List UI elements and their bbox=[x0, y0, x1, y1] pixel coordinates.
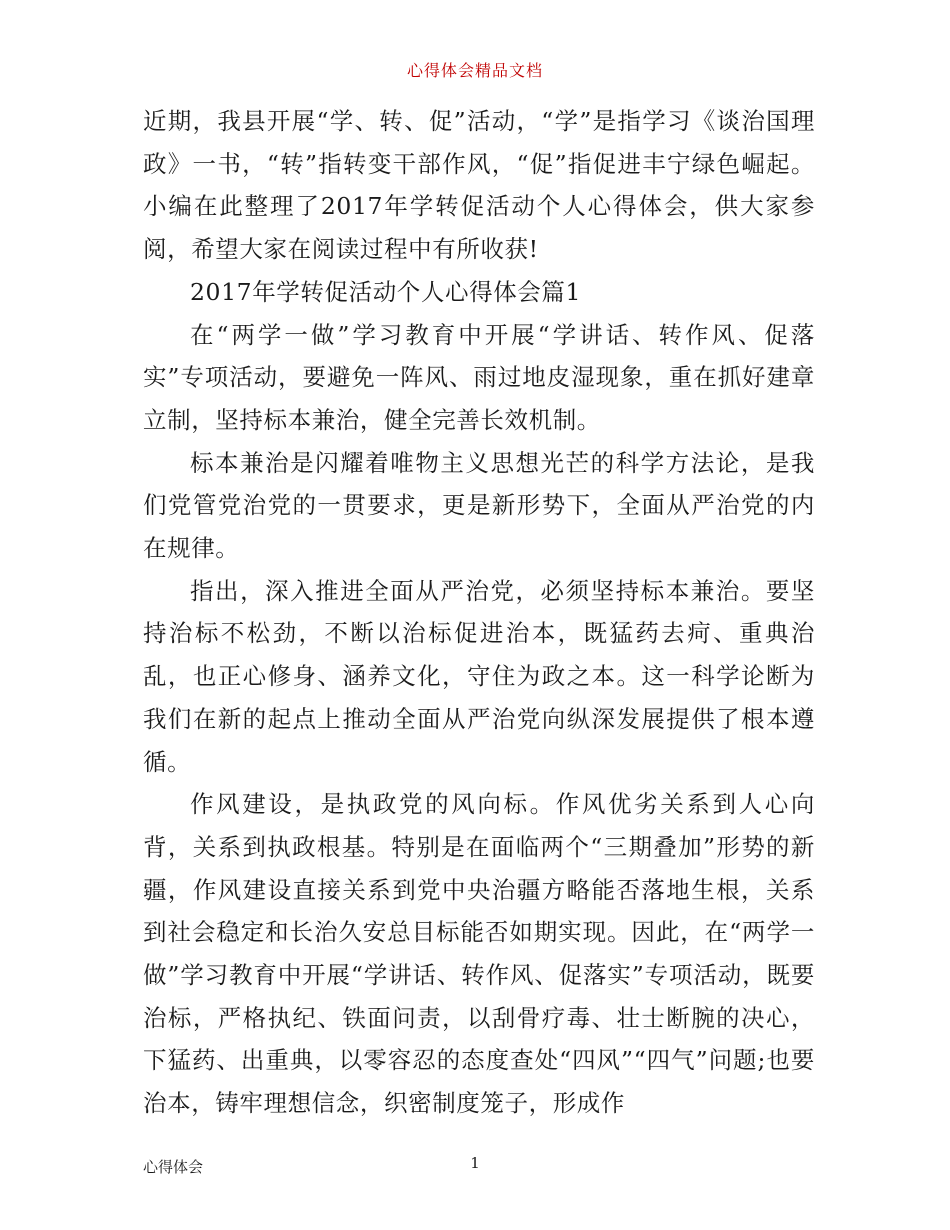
body-paragraph: 标本兼治是闪耀着唯物主义思想光芒的科学方法论，是我们党管党治党的一贯要求，更是新形势下，全面从严治党的内在规律。 bbox=[143, 448, 815, 563]
page-header-title: 心得体会精品文档 bbox=[406, 61, 543, 80]
document-body bbox=[143, 100, 815, 1125]
body-paragraph: 在“两学一做”学习教育中开展“学讲话、转作风、促落实”专项活动，要避免一阵风、雨过地皮湿现象，重在抓好建章立制，坚持标本兼治，健全完善长效机制。 bbox=[143, 320, 815, 434]
body-paragraph: 作风建设，是执政党的风向标。作风优劣关系到人心向背，关系到执政根基。特别是在面临两个“三期叠加”形势的新疆，作风建设直接关系到党中央治疆方略能否落地生根，关系到社会稳定和长治久安总目标能否如期实现。因此，在“两学一做”学习教育中开展“学讲话、转作风、促落实”专项活动，既要治标，严格执纪、铁面问责，以刮骨疗毒、壮士断腕的决心，下猛药、出重典，以零容忍的态度查处“四风”“四气”问题;也要治本，铸牢理想信念，织密制度笼子，形成作 bbox=[143, 790, 815, 1118]
body-paragraph: 指出，深入推进全面从严治党，必须坚持标本兼治。要坚持治标不松劲，不断以治标促进治本，既猛药去疴、重典治乱，也正心修身、涵养文化，守住为政之本。这一科学论断为我们在新的起点上推动全面从严治党向纵深发展提供了根本遵循。 bbox=[143, 576, 815, 776]
footer-label: 心得体会 bbox=[143, 1158, 204, 1176]
intro-paragraph: 近期，我县开展“学、转、促”活动，“学”是指学习《谈治国理政》一书，“转”指转变干部作风，“促”指促进丰宁绿色崛起。小编在此整理了2017年学转促活动个人心得体会，供大家参阅，希望大家在阅读过程中有所收获! bbox=[143, 107, 815, 264]
page-number: 1 bbox=[470, 1154, 480, 1172]
section-heading: 2017年学转促活动个人心得体会篇1 bbox=[190, 277, 582, 306]
